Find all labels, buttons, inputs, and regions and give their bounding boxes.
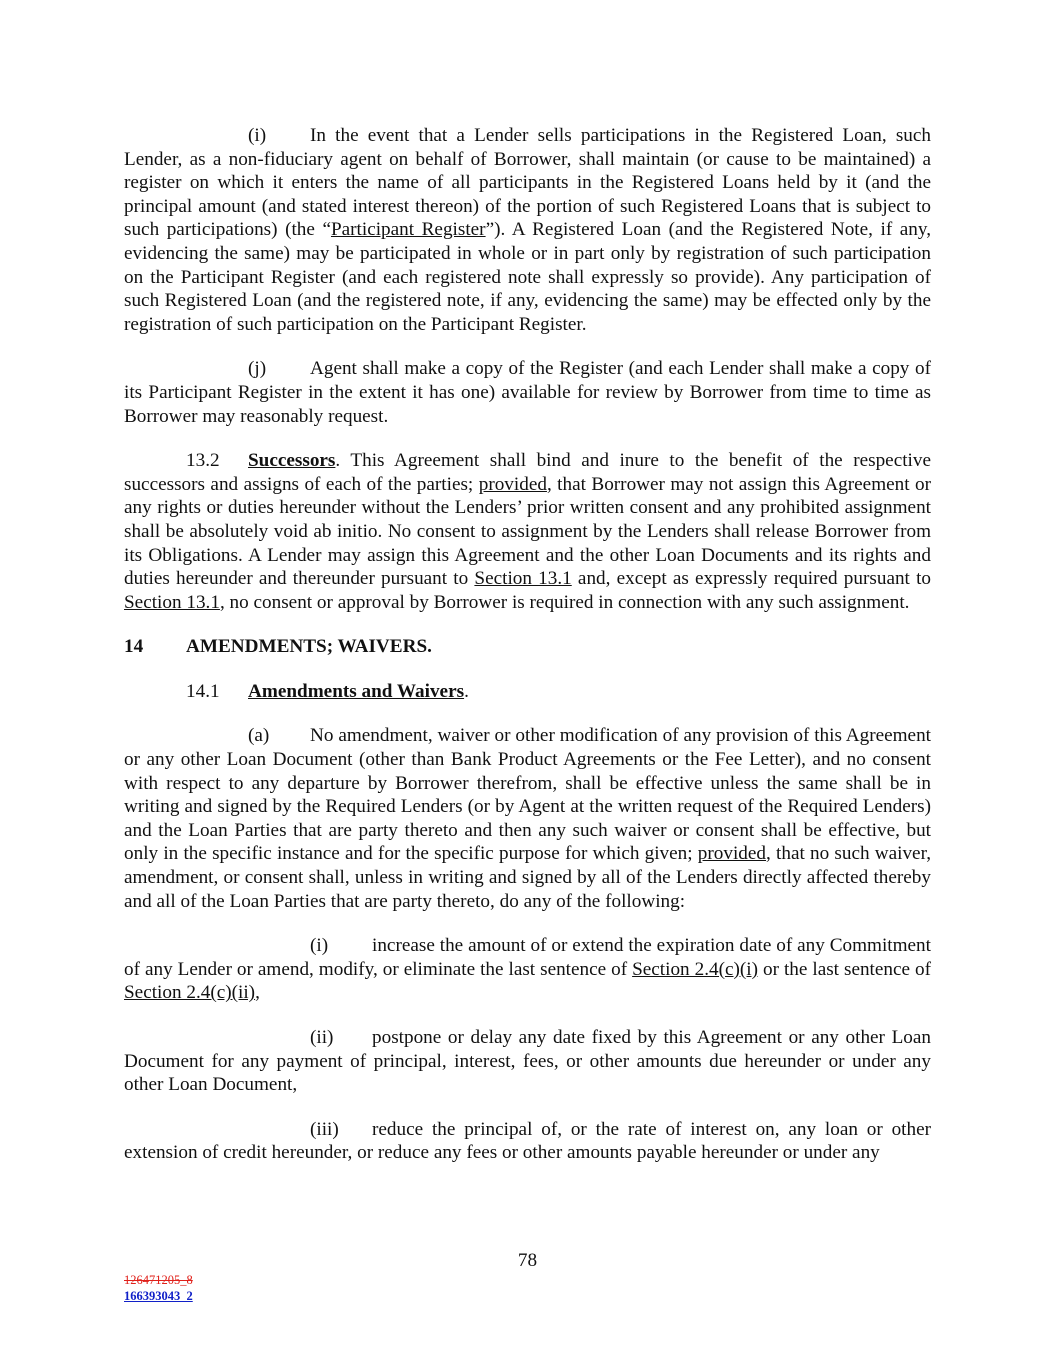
item-text: or the last sentence of [758, 958, 931, 980]
page-number: 78 [517, 1250, 538, 1271]
article-number: 14 [124, 636, 144, 658]
paragraph-number: (a) [248, 725, 270, 747]
cross-reference: Section 2.4(c)(i) [632, 958, 759, 980]
paragraph-text: ”). A Registered Loan (and the Registered Note, if any, evidencing the same) may be participated in whole or in part only by registration of such participation on the Participant Register (and each registered note shall expressly so provide). Any participation of such Registered Loan (and the registered note, if any, evidencing the same) may be effected only by the registration of such participation on the Participant Register. [124, 219, 931, 335]
document-id-deleted: 126471205_8 [124, 1273, 193, 1287]
paragraph-a [124, 724, 931, 913]
section-text: and, except as expressly required pursuant to [571, 568, 931, 590]
cross-reference: Section 13.1 [474, 568, 572, 590]
item-number: (i) [310, 935, 329, 957]
item-text: , [255, 982, 260, 1004]
paragraph-i [124, 124, 931, 336]
cross-reference: Section 2.4(c)(ii) [124, 982, 256, 1004]
item-iii [124, 1118, 931, 1165]
document-body [124, 124, 931, 1186]
article-title: AMENDMENTS; WAIVERS. [186, 636, 432, 658]
section-title: Successors [248, 450, 336, 472]
paragraph-j [124, 357, 931, 428]
item-number: (ii) [310, 1027, 334, 1048]
item-text: increase the amount of or extend the expiration date of any Commitment of any Lender or amend, modify, or eliminate the last sentence of [124, 935, 931, 980]
section-text: , that Borrower may not assign this Agreement or any rights or duties hereunder without the Lenders’ prior written consent and any prohibited assignment shall be absolutely void ab initio. No consent to assignment by the Lenders shall release Borrower from its Obligations. A Lender may assign this Agreement and the other Loan Documents and its rights and duties hereunder and thereunder pursuant to [124, 473, 931, 590]
paragraph-text: In the event that a Lender sells participations in the Registered Loan, such Lender, as a non-fiduciary agent on behalf of Borrower, shall maintain (or cause to be maintained) a register on which it enters the name of all participants in the Registered Loans held by it (and the principal amount (and stated interest thereon) of the portion of such Registered Loans that is subject to such participations) (the “ [124, 125, 931, 241]
item-i [124, 934, 931, 1005]
article-heading [124, 635, 931, 659]
cross-reference: Section 13.1 [124, 591, 220, 613]
section-number: 13.2 [186, 450, 220, 472]
item-text: reduce the principal of, or the rate of interest on, any loan or other extension of credit hereunder, or reduce any fees or other amounts payable hereunder or under any [124, 1118, 931, 1164]
provided-term: provided [478, 473, 547, 495]
provided-term: provided [697, 843, 767, 865]
item-number: (iii) [310, 1118, 339, 1140]
item-ii [124, 1026, 931, 1097]
document-id-block [124, 1272, 193, 1304]
section-title: Amendments and Waivers [248, 680, 465, 702]
paragraph-text: Agent shall make a copy of the Register (and each Lender shall make a copy of its Participant Register in the extent it has one) available for review by Borrower from time to time as Borrower may reasonably request. [124, 358, 931, 427]
paragraph-text: No amendment, waiver or other modification of any provision of this Agreement or any other Loan Document (other than Bank Product Agreements or the Fee Letter), and no consent with respect to any departure by Borrower therefrom, shall be effective unless the same shall be in writing and signed by the Required Lenders (or by Agent at the written request of the Required Lenders) and the Loan Parties that are party thereto and then any such waiver or consent shall be effective, but only in the specific instance and for the specific purpose for which given; [124, 725, 931, 865]
document-id-inserted: 166393043_2 [124, 1289, 193, 1303]
item-text: postpone or delay any date fixed by this Agreement or any other Loan Document for any payment of principal, interest, fees, or other amounts due hereunder or under any other Loan Document, [124, 1027, 931, 1096]
paragraph-number: (i) [248, 125, 267, 146]
section-text: . This Agreement shall bind and inure to the benefit of the respective successors and assigns of each of the parties; [124, 450, 931, 495]
section-13-2 [124, 449, 931, 614]
section-number: 14.1 [186, 680, 220, 702]
section-heading [124, 680, 931, 704]
section-text: , no consent or approval by Borrower is required in connection with any such assignment. [219, 591, 910, 613]
paragraph-text: , that no such waiver, amendment, or consent shall, unless in writing and signed by all of the Lenders directly affected thereby and all of the Loan Parties that are party thereto, do any of the following: [124, 843, 931, 912]
defined-term: Participant Register [330, 219, 486, 241]
paragraph-number: (j) [248, 358, 267, 380]
section-title-period: . [464, 680, 469, 702]
